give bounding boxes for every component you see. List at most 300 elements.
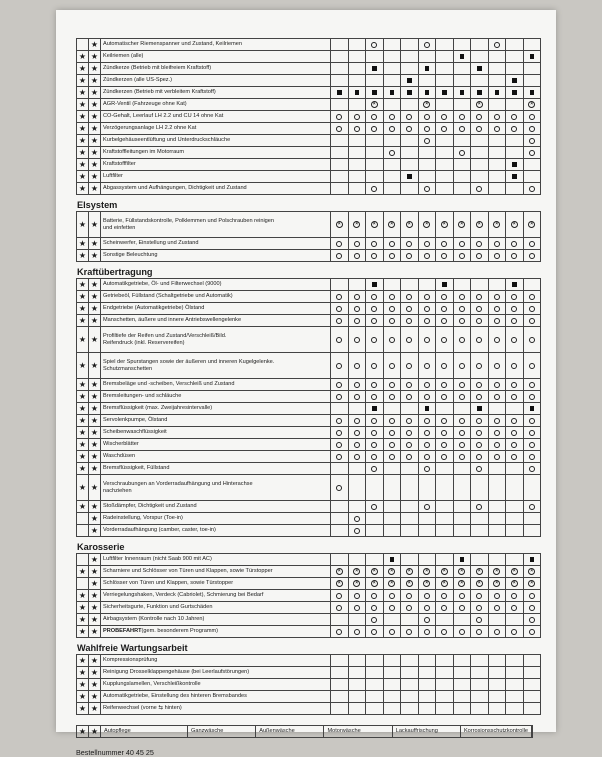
- interval-cell: [470, 159, 488, 170]
- interval-cell: [488, 614, 506, 625]
- interval-cell: [453, 703, 471, 714]
- care-item: Autopflege: [101, 726, 188, 737]
- interval-cell: [435, 501, 453, 512]
- replace-square-icon: [372, 406, 377, 411]
- interval-cell: [418, 691, 436, 702]
- interval-cell: [453, 111, 471, 122]
- check-circle-icon: [371, 186, 377, 192]
- check-circle-icon: [441, 114, 447, 120]
- interval-cell: [400, 135, 418, 146]
- interval-cell: [453, 327, 471, 352]
- interval-cell: [470, 578, 488, 589]
- interval-cell: [505, 667, 523, 678]
- row-label: Vorderradaufhängung (camber, caster, toe-in): [100, 525, 330, 536]
- interval-cell: [523, 439, 542, 450]
- interval-cell: [435, 303, 453, 314]
- replace-square-icon: [512, 90, 517, 95]
- interval-cell: [523, 614, 542, 625]
- row-label: Scheinwerfer, Einstellung und Zustand: [100, 238, 330, 249]
- check-circle-icon: [529, 318, 535, 324]
- check-circle-icon: [459, 629, 465, 635]
- checklist-row: [76, 501, 541, 513]
- interval-cell: [523, 135, 542, 146]
- check-circle-icon: [336, 593, 342, 599]
- check-circle-icon: [511, 306, 517, 312]
- interval-cell: [330, 691, 348, 702]
- interval-cell: [435, 159, 453, 170]
- check-circle-icon: [529, 442, 535, 448]
- checklist-row: [76, 451, 541, 463]
- interval-cell: [383, 303, 401, 314]
- interval-cell: [365, 626, 383, 637]
- interval-cell: [435, 147, 453, 158]
- interval-cell: [383, 123, 401, 134]
- interval-cell: [348, 63, 366, 74]
- interval-cell: [505, 691, 523, 702]
- interval-cell: [505, 566, 523, 577]
- interval-cell: [470, 123, 488, 134]
- checklist-row: [76, 626, 541, 638]
- row-label: Waschdüsen: [100, 451, 330, 462]
- check-circle-icon: [529, 382, 535, 388]
- interval-cell: [348, 212, 366, 237]
- check-circle-icon: [459, 394, 465, 400]
- lubricate-circle-icon: ×: [441, 221, 448, 228]
- check-circle-icon: [459, 114, 465, 120]
- lubricate-circle-icon: ×: [353, 568, 360, 575]
- interval-cell: [400, 123, 418, 134]
- interval-cell: [453, 87, 471, 98]
- interval-cell: [418, 463, 436, 474]
- interval-cell: [453, 212, 471, 237]
- interval-cell: [523, 303, 542, 314]
- checklist-row: [76, 63, 541, 75]
- interval-cell: [488, 554, 506, 565]
- check-circle-icon: [336, 394, 342, 400]
- interval-cell: [435, 353, 453, 378]
- star-icon: ★: [88, 525, 100, 536]
- check-circle-icon: [459, 337, 465, 343]
- row-label: Abgassystem und Aufhängungen, Dichtigkeit und Zustand: [100, 183, 330, 194]
- check-circle-icon: [459, 454, 465, 460]
- interval-cell: [418, 566, 436, 577]
- star-icon: ★: [88, 159, 100, 170]
- replace-square-icon: [512, 282, 517, 287]
- check-circle-icon: [511, 126, 517, 132]
- interval-cell: [523, 451, 542, 462]
- interval-cell: [505, 451, 523, 462]
- interval-cell: [365, 415, 383, 426]
- interval-cell: [435, 250, 453, 261]
- check-circle-icon: [459, 593, 465, 599]
- interval-cell: [435, 602, 453, 613]
- interval-cell: [523, 327, 542, 352]
- checklist-row: [76, 291, 541, 303]
- star-icon: ★: [88, 379, 100, 390]
- star-icon: ★: [88, 566, 100, 577]
- interval-cell: [400, 614, 418, 625]
- check-circle-icon: [459, 253, 465, 259]
- interval-cell: [470, 554, 488, 565]
- star-icon: ★: [76, 626, 88, 637]
- star-icon: ★: [76, 501, 88, 512]
- interval-cell: [470, 525, 488, 536]
- interval-cell: [453, 238, 471, 249]
- interval-cell: [383, 566, 401, 577]
- check-circle-icon: [441, 454, 447, 460]
- check-circle-icon: [424, 394, 430, 400]
- check-circle-icon: [389, 253, 395, 259]
- check-circle-icon: [354, 294, 360, 300]
- interval-cell: [453, 99, 471, 110]
- interval-cell: [435, 691, 453, 702]
- check-circle-icon: [354, 593, 360, 599]
- interval-cell: [505, 427, 523, 438]
- check-circle-icon: [476, 294, 482, 300]
- interval-cell: [348, 279, 366, 290]
- interval-cell: [400, 279, 418, 290]
- section-title: Karosserie: [76, 541, 541, 554]
- interval-cell: [470, 602, 488, 613]
- star-icon: ★: [88, 123, 100, 134]
- checklist-row: [76, 602, 541, 614]
- interval-cell: [330, 171, 348, 182]
- row-label: Bremsflüssigkeit (max. Zweijahresintervalle): [100, 403, 330, 414]
- check-circle-icon: [406, 294, 412, 300]
- interval-cell: [470, 667, 488, 678]
- interval-cell: [383, 327, 401, 352]
- check-circle-icon: [406, 382, 412, 388]
- check-circle-icon: [389, 629, 395, 635]
- interval-cell: [470, 415, 488, 426]
- interval-cell: [435, 279, 453, 290]
- check-circle-icon: [529, 306, 535, 312]
- interval-cell: [400, 525, 418, 536]
- check-circle-icon: [476, 593, 482, 599]
- interval-cell: [435, 51, 453, 62]
- check-circle-icon: [459, 418, 465, 424]
- row-label: Zündkerzen (alle US-Spez.): [100, 75, 330, 86]
- interval-cell: [523, 63, 542, 74]
- interval-cell: [435, 39, 453, 50]
- interval-cell: [435, 566, 453, 577]
- check-circle-icon: [389, 114, 395, 120]
- check-circle-icon: [459, 363, 465, 369]
- check-circle-icon: [354, 126, 360, 132]
- interval-cell: [435, 327, 453, 352]
- interval-cell: [365, 691, 383, 702]
- interval-cell: [365, 279, 383, 290]
- interval-cell: [523, 379, 542, 390]
- replace-square-icon: [390, 557, 395, 562]
- interval-cell: [523, 525, 542, 536]
- interval-cell: [523, 291, 542, 302]
- interval-cell: [523, 403, 542, 414]
- interval-cell: [453, 427, 471, 438]
- interval-cell: [400, 590, 418, 601]
- interval-cell: [418, 427, 436, 438]
- check-circle-icon: [529, 294, 535, 300]
- interval-cell: [383, 111, 401, 122]
- interval-cell: [365, 250, 383, 261]
- star-icon: ★: [88, 51, 100, 62]
- check-circle-icon: [529, 126, 535, 132]
- interval-cell: [418, 679, 436, 690]
- check-circle-icon: [459, 430, 465, 436]
- check-circle-icon: [354, 516, 360, 522]
- check-circle-icon: [406, 306, 412, 312]
- interval-cell: [330, 403, 348, 414]
- lubricate-circle-icon: ×: [336, 580, 343, 587]
- check-circle-icon: [336, 629, 342, 635]
- check-circle-icon: [494, 363, 500, 369]
- interval-cell: [330, 327, 348, 352]
- section-title: Wahlfreie Wartungsarbeit: [76, 642, 541, 655]
- interval-cell: [330, 51, 348, 62]
- interval-cell: [435, 451, 453, 462]
- interval-cell: [523, 679, 542, 690]
- checklist-row: [76, 279, 541, 291]
- check-circle-icon: [371, 382, 377, 388]
- interval-cell: [435, 87, 453, 98]
- interval-cell: [383, 391, 401, 402]
- interval-cell: [505, 554, 523, 565]
- row-label: Kompressionsprüfung: [100, 655, 330, 666]
- check-circle-icon: [511, 593, 517, 599]
- check-circle-icon: [511, 241, 517, 247]
- check-circle-icon: [336, 454, 342, 460]
- interval-cell: [470, 691, 488, 702]
- check-circle-icon: [354, 363, 360, 369]
- check-circle-icon: [336, 442, 342, 448]
- lubricate-circle-icon: ×: [371, 221, 378, 228]
- interval-cell: [488, 463, 506, 474]
- row-label: Scheibenwaschflüssigkeit: [100, 427, 330, 438]
- replace-square-icon: [390, 90, 395, 95]
- check-circle-icon: [441, 382, 447, 388]
- interval-cell: [435, 679, 453, 690]
- star-icon: ★: [76, 159, 88, 170]
- interval-cell: [365, 75, 383, 86]
- interval-cell: [418, 501, 436, 512]
- interval-cell: [330, 415, 348, 426]
- row-label: Airbagsystem (Kontrolle nach 10 Jahren): [100, 614, 330, 625]
- interval-cell: [400, 513, 418, 524]
- interval-cell: [435, 655, 453, 666]
- row-label: Kurbelgehäuseentlüftung und Unterdruckschläuche: [100, 135, 330, 146]
- checklist-row: [76, 212, 541, 238]
- interval-cell: [523, 578, 542, 589]
- interval-cell: [470, 566, 488, 577]
- lubricate-circle-icon: ×: [406, 580, 413, 587]
- empty-star-cell: [76, 513, 88, 524]
- interval-cell: [348, 703, 366, 714]
- checklist-row: [76, 463, 541, 475]
- interval-cell: [488, 171, 506, 182]
- checklist-row: [76, 379, 541, 391]
- interval-cell: [488, 99, 506, 110]
- lubricate-circle-icon: ×: [493, 580, 500, 587]
- star-icon: ★: [88, 415, 100, 426]
- interval-cell: [400, 566, 418, 577]
- row-label: Kupplungslamellen, Verschleißkontrolle: [100, 679, 330, 690]
- interval-cell: [400, 147, 418, 158]
- check-circle-icon: [406, 442, 412, 448]
- interval-cell: [348, 590, 366, 601]
- check-circle-icon: [406, 318, 412, 324]
- interval-cell: [505, 183, 523, 194]
- lubricate-circle-icon: ×: [528, 221, 535, 228]
- check-circle-icon: [476, 394, 482, 400]
- interval-cell: [330, 87, 348, 98]
- star-icon: ★: [88, 135, 100, 146]
- interval-cell: [400, 63, 418, 74]
- check-circle-icon: [424, 42, 430, 48]
- checklist-row: [76, 238, 541, 250]
- interval-cell: [523, 279, 542, 290]
- interval-cell: [453, 525, 471, 536]
- document-page: [56, 10, 556, 757]
- check-circle-icon: [476, 418, 482, 424]
- interval-cell: [470, 135, 488, 146]
- interval-cell: [365, 667, 383, 678]
- checklist-row: [76, 415, 541, 427]
- interval-cell: [488, 238, 506, 249]
- interval-cell: [418, 159, 436, 170]
- check-circle-icon: [529, 466, 535, 472]
- interval-cell: [418, 554, 436, 565]
- checklist-row: [76, 51, 541, 63]
- interval-cell: [470, 279, 488, 290]
- check-circle-icon: [476, 363, 482, 369]
- interval-cell: [383, 703, 401, 714]
- interval-cell: [523, 353, 542, 378]
- interval-cell: [523, 602, 542, 613]
- interval-cell: [365, 475, 383, 500]
- interval-cell: [383, 135, 401, 146]
- interval-cell: [383, 250, 401, 261]
- row-label: AGR-Ventil (Fahrzeuge ohne Kat): [100, 99, 330, 110]
- interval-cell: [365, 427, 383, 438]
- interval-cell: [330, 303, 348, 314]
- check-circle-icon: [389, 454, 395, 460]
- check-circle-icon: [371, 504, 377, 510]
- star-icon: ★: [76, 111, 88, 122]
- check-circle-icon: [354, 253, 360, 259]
- interval-cell: [435, 238, 453, 249]
- interval-cell: [330, 590, 348, 601]
- replace-square-icon: [530, 90, 535, 95]
- row-label: Bremsflüssigkeit, Füllstand: [100, 463, 330, 474]
- interval-cell: [488, 291, 506, 302]
- check-circle-icon: [371, 306, 377, 312]
- interval-cell: [365, 566, 383, 577]
- interval-cell: [348, 415, 366, 426]
- interval-cell: [453, 291, 471, 302]
- interval-cell: [523, 691, 542, 702]
- check-circle-icon: [494, 294, 500, 300]
- interval-cell: [453, 415, 471, 426]
- care-item: Korrosionsschutzkontrolle: [461, 726, 532, 737]
- interval-cell: [488, 279, 506, 290]
- interval-cell: [348, 451, 366, 462]
- lubricate-circle-icon: ×: [406, 568, 413, 575]
- interval-cell: [400, 353, 418, 378]
- interval-cell: [383, 171, 401, 182]
- interval-cell: [488, 415, 506, 426]
- interval-cell: [435, 123, 453, 134]
- star-icon: ★: [76, 391, 88, 402]
- star-icon: ★: [76, 463, 88, 474]
- interval-cell: [453, 614, 471, 625]
- lubricate-circle-icon: ×: [458, 568, 465, 575]
- care-row: [76, 725, 533, 738]
- check-circle-icon: [354, 418, 360, 424]
- interval-cell: [365, 123, 383, 134]
- interval-cell: [453, 159, 471, 170]
- interval-cell: [348, 171, 366, 182]
- check-circle-icon: [511, 294, 517, 300]
- interval-cell: [365, 99, 383, 110]
- interval-cell: [435, 291, 453, 302]
- interval-cell: [523, 703, 542, 714]
- interval-cell: [348, 327, 366, 352]
- interval-cell: [470, 111, 488, 122]
- interval-cell: [505, 39, 523, 50]
- row-label: Reifenwechsel (vorne ⇆ hinten): [100, 703, 330, 714]
- check-circle-icon: [494, 382, 500, 388]
- section-title: Elsystem: [76, 199, 541, 212]
- lubricate-circle-icon: ×: [476, 580, 483, 587]
- interval-cell: [330, 525, 348, 536]
- interval-cell: [348, 691, 366, 702]
- row-label: Luftfilter: [100, 171, 330, 182]
- interval-cell: [348, 403, 366, 414]
- star-icon: ★: [88, 655, 100, 666]
- star-icon: ★: [88, 501, 100, 512]
- check-circle-icon: [389, 394, 395, 400]
- interval-cell: [348, 602, 366, 613]
- interval-cell: [488, 451, 506, 462]
- check-circle-icon: [406, 593, 412, 599]
- interval-cell: [505, 391, 523, 402]
- interval-cell: [418, 250, 436, 261]
- check-circle-icon: [441, 294, 447, 300]
- check-circle-icon: [459, 126, 465, 132]
- check-circle-icon: [459, 442, 465, 448]
- lubricate-circle-icon: ×: [511, 568, 518, 575]
- interval-cell: [330, 513, 348, 524]
- check-circle-icon: [354, 382, 360, 388]
- star-icon: ★: [88, 212, 100, 237]
- interval-cell: [470, 626, 488, 637]
- interval-cell: [383, 427, 401, 438]
- interval-cell: [523, 238, 542, 249]
- interval-cell: [383, 614, 401, 625]
- check-circle-icon: [511, 382, 517, 388]
- checklist-row: [76, 679, 541, 691]
- row-label: Spiel der Spurstangen sowie der äußeren und inneren Kugelgelenke. Schutzmanschetten: [100, 353, 330, 378]
- check-circle-icon: [354, 442, 360, 448]
- interval-cell: [330, 379, 348, 390]
- interval-cell: [453, 379, 471, 390]
- interval-cell: [348, 159, 366, 170]
- check-circle-icon: [424, 617, 430, 623]
- check-circle-icon: [529, 418, 535, 424]
- interval-cell: [418, 353, 436, 378]
- row-label: Verzögerungsanlage LH 2.2 ohne Kat: [100, 123, 330, 134]
- check-circle-icon: [441, 363, 447, 369]
